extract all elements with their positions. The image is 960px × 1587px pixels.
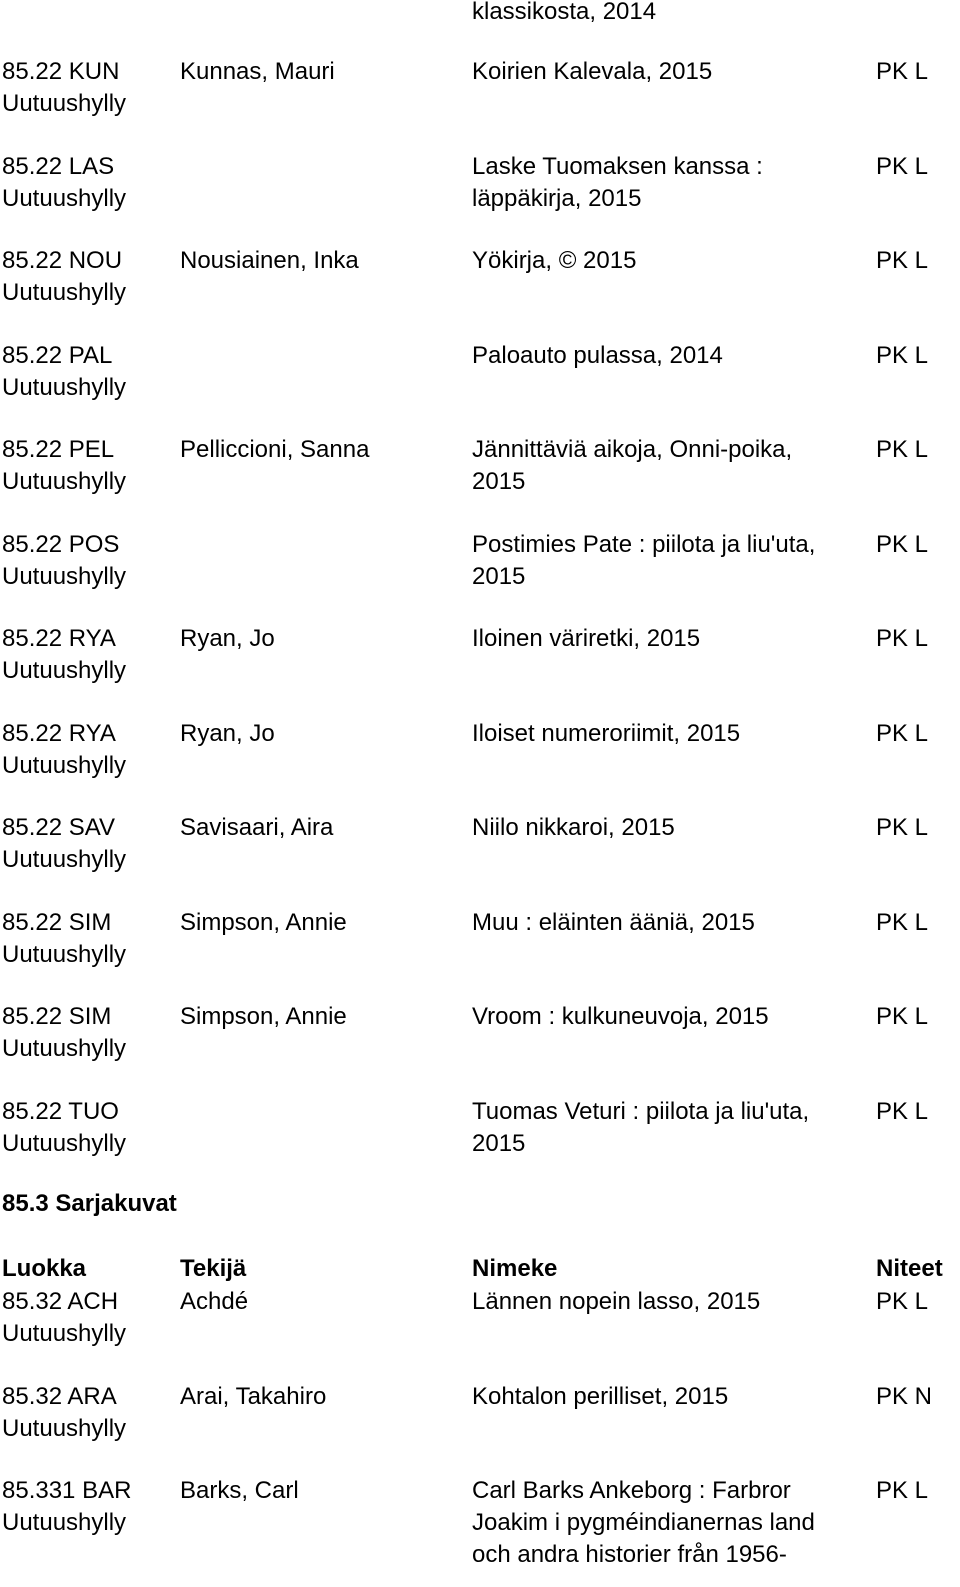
title-line: 2015 [472,562,526,590]
copies: PK L [876,1097,929,1125]
copies: PK L [876,1288,929,1315]
copies: PK L [876,341,929,369]
shelf-location: Uutuushylly [2,373,127,401]
header-tekija: Tekijä [180,1255,247,1282]
shelf-location: Uutuushylly [2,562,127,590]
copies: PK L [876,152,929,180]
copies: PK L [876,530,929,558]
author: Ryan, Jo [180,719,275,747]
copies: PK L [876,1003,929,1030]
author: Savisaari, Aira [180,814,334,841]
title-line: Joakim i pygméindianernas land [472,1509,815,1536]
copies: PK L [876,814,929,841]
class-code: 85.22 PAL [2,341,113,369]
title-line: läppäkirja, 2015 [472,184,642,212]
author: Achdé [180,1288,249,1315]
shelf-location: Uutuushylly [2,751,127,779]
author: Arai, Takahiro [180,1382,327,1410]
copies: PK L [876,625,929,652]
title-line: Jännittäviä aikoja, Onni-poika, [472,436,793,463]
copies: PK L [876,1477,929,1504]
shelf-location: Uutuushylly [2,657,127,684]
class-code: 85.22 SIM [2,1003,112,1030]
title-line: 2015 [472,1129,526,1157]
class-code: 85.22 SAV [2,814,115,841]
shelf-location: Uutuushylly [2,940,127,968]
shelf-location: Uutuushylly [2,1320,127,1347]
title-continuation: klassikosta, 2014 [472,0,657,25]
author: Simpson, Annie [180,908,347,936]
class-code: 85.22 LAS [2,152,115,180]
copies: PK L [876,247,929,274]
header-luokka: Luokka [2,1255,87,1282]
title-line: Lännen nopein lasso, 2015 [472,1288,761,1315]
shelf-location: Uutuushylly [2,184,127,212]
author: Kunnas, Mauri [180,58,335,85]
title-line: Niilo nikkaroi, 2015 [472,814,675,841]
copies: PK N [876,1382,933,1410]
header-nimeke: Nimeke [472,1255,558,1282]
copies: PK L [876,908,929,936]
title-line: Carl Barks Ankeborg : Farbror [472,1477,791,1504]
title-line: Iloiset numeroriimit, 2015 [472,719,741,747]
copies: PK L [876,58,929,85]
title-line: Yökirja, © 2015 [472,247,637,274]
class-code: 85.22 TUO [2,1097,119,1125]
title-line: 2015 [472,468,526,495]
shelf-location: Uutuushylly [2,468,127,495]
author: Simpson, Annie [180,1003,347,1030]
header-niteet: Niteet [876,1255,943,1282]
class-code: 85.22 NOU [2,247,123,274]
class-code: 85.22 RYA [2,719,116,747]
class-code: 85.32 ACH [2,1288,119,1315]
class-code: 85.22 POS [2,530,120,558]
author: Barks, Carl [180,1477,299,1504]
title-line: Paloauto pulassa, 2014 [472,341,723,369]
author: Nousiainen, Inka [180,247,359,274]
class-code: 85.32 ARA [2,1382,117,1410]
title-line: Kohtalon perilliset, 2015 [472,1382,729,1410]
shelf-location: Uutuushylly [2,846,127,873]
shelf-location: Uutuushylly [2,279,127,306]
title-line: Tuomas Veturi : piilota ja liu'uta, [472,1097,810,1125]
title-line: och andra historier från 1956- [472,1541,787,1568]
title-line: Laske Tuomaksen kanssa : [472,152,763,180]
author: Ryan, Jo [180,625,275,652]
class-code: 85.22 PEL [2,436,115,463]
class-code: 85.22 KUN [2,58,120,85]
class-code: 85.331 BAR [2,1477,132,1504]
title-line: Muu : eläinten ääniä, 2015 [472,908,755,936]
title-line: Iloinen väriretki, 2015 [472,625,701,652]
title-line: Postimies Pate : piilota ja liu'uta, [472,530,816,558]
class-code: 85.22 SIM [2,908,112,936]
shelf-location: Uutuushylly [2,1035,127,1062]
shelf-location: Uutuushylly [2,1414,127,1442]
copies: PK L [876,719,929,747]
section-heading: 85.3 Sarjakuvat [2,1190,177,1217]
author: Pelliccioni, Sanna [180,436,370,463]
copies: PK L [876,436,929,463]
shelf-location: Uutuushylly [2,1509,127,1536]
shelf-location: Uutuushylly [2,1129,127,1157]
title-line: Vroom : kulkuneuvoja, 2015 [472,1003,769,1030]
class-code: 85.22 RYA [2,625,116,652]
shelf-location: Uutuushylly [2,90,127,117]
title-line: Koirien Kalevala, 2015 [472,58,713,85]
